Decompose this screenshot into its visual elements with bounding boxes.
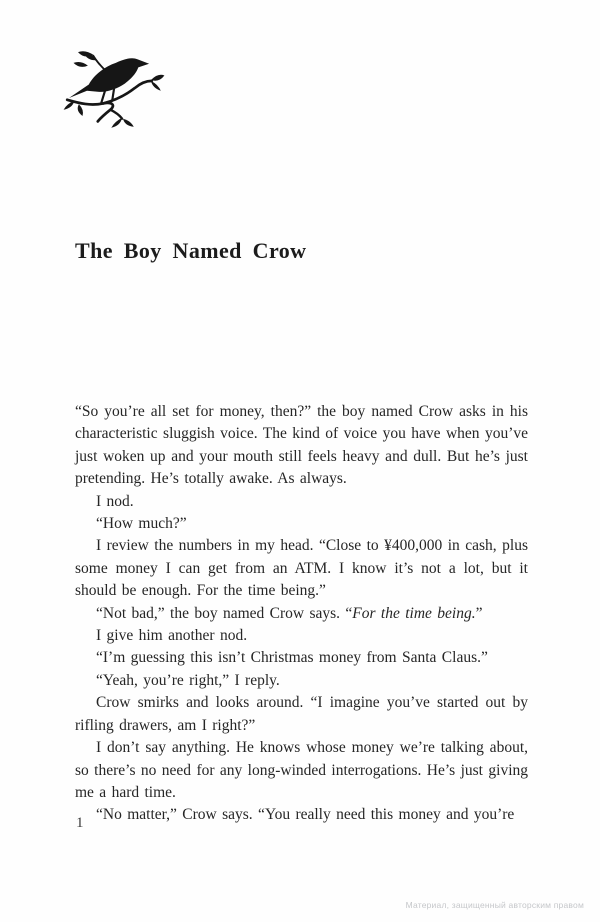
paragraph — [75, 535, 528, 602]
copyright-watermark: Материал, защищенный авторским правом — [405, 900, 584, 910]
page-number: 1 — [76, 815, 84, 831]
crow-on-branch-icon — [60, 48, 168, 130]
text-run: Crow smirks and looks around. “I imagine you’ve started out by rifling drawers, am I right?” — [75, 694, 528, 734]
text-run: I nod. — [96, 492, 134, 510]
text-run: “Not bad,” the boy named Crow says. “ — [96, 604, 353, 622]
text-run: “How much?” — [96, 515, 187, 533]
paragraph — [75, 625, 528, 647]
text-run: “So you’re all set for money, then?” the boy named Crow asks in his characteristic sluggish voice. The kind of voice you have when you’ve just woken up and your mouth still feels heavy and dull. But he’s just pretending. He’s totally awake. As always. — [75, 403, 528, 488]
paragraph — [75, 603, 528, 625]
chapter-title: The Boy Named Crow — [75, 238, 307, 263]
paragraph — [75, 670, 528, 692]
paragraph — [75, 513, 528, 535]
text-run: I review the numbers in my head. “Close to ¥400,000 in cash, plus some money I can get from an ATM. I know it’s not a lot, but it should be enough. For the time being.” — [75, 537, 528, 600]
body-text — [75, 401, 528, 827]
paragraph — [75, 737, 528, 804]
text-run: “Yeah, you’re right,” I reply. — [96, 671, 280, 689]
text-run: “I’m guessing this isn’t Christmas money from Santa Claus.” — [96, 649, 488, 667]
italic-text-run: For the time being. — [352, 604, 476, 622]
paragraph — [75, 491, 528, 513]
text-run: I give him another nod. — [96, 627, 248, 645]
text-run: “No matter,” Crow says. “You really need this money and you’re — [96, 806, 515, 824]
paragraph — [75, 692, 528, 737]
text-run: ” — [475, 604, 483, 622]
crow-illustration — [60, 48, 168, 130]
paragraph — [75, 804, 528, 826]
paragraph — [75, 401, 528, 491]
text-run: I don’t say anything. He knows whose money we’re talking about, so there’s no need for any long-winded interrogations. He’s just giving me a hard time. — [75, 739, 528, 801]
paragraph — [75, 647, 528, 669]
